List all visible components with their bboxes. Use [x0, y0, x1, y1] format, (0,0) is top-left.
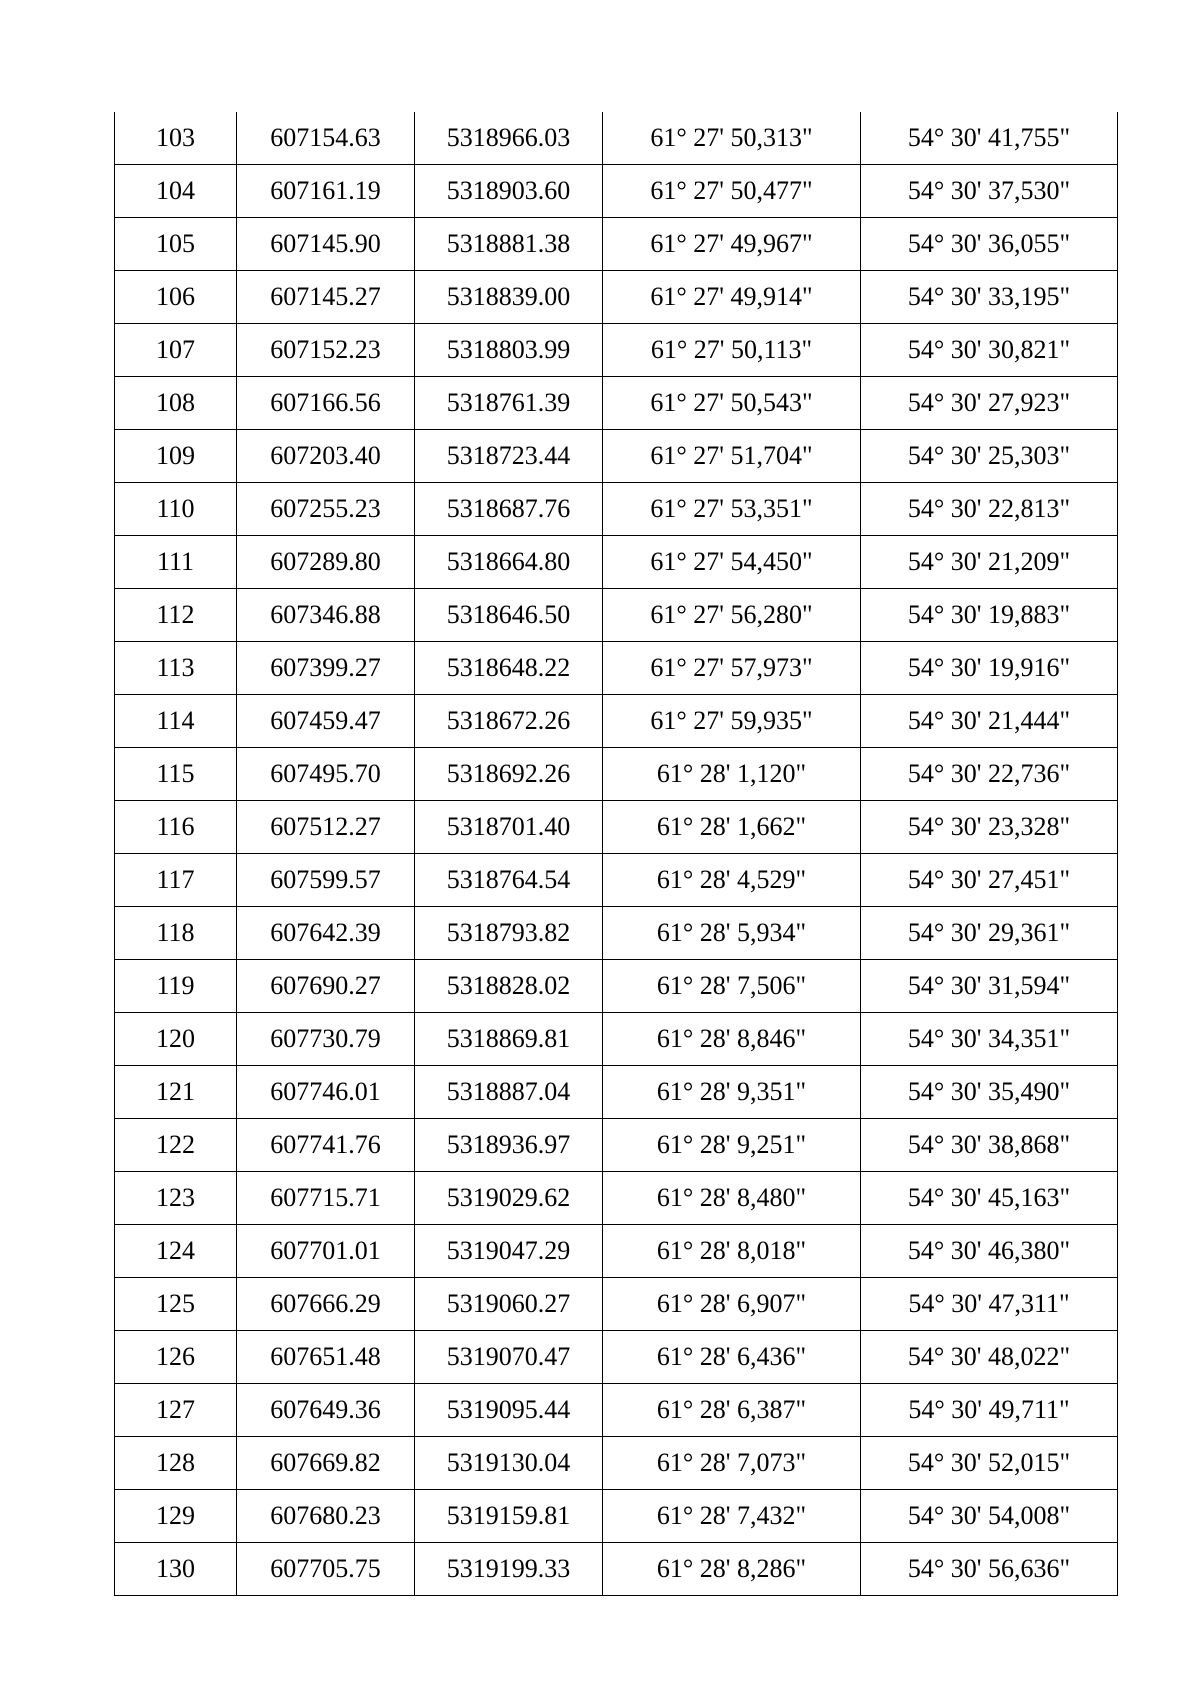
x-coordinate-cell: 607651.48: [237, 1331, 415, 1384]
table-row: [115, 695, 1118, 748]
x-coordinate-cell: 607346.88: [237, 589, 415, 642]
x-coordinate-cell: 607512.27: [237, 801, 415, 854]
x-coordinate-cell: 607495.70: [237, 748, 415, 801]
longitude-cell: 61° 27' 50,543": [603, 377, 861, 430]
y-coordinate-cell: 5318648.22: [415, 642, 603, 695]
y-coordinate-cell: 5318839.00: [415, 271, 603, 324]
x-coordinate-cell: 607154.63: [237, 112, 415, 165]
y-coordinate-cell: 5319159.81: [415, 1490, 603, 1543]
latitude-cell: 54° 30' 27,923": [861, 377, 1118, 430]
latitude-cell: 54° 30' 21,209": [861, 536, 1118, 589]
latitude-cell: 54° 30' 38,868": [861, 1119, 1118, 1172]
y-coordinate-cell: 5318701.40: [415, 801, 603, 854]
point-number-cell: 130: [115, 1543, 237, 1596]
latitude-cell: 54° 30' 22,813": [861, 483, 1118, 536]
table-row: [115, 1437, 1118, 1490]
x-coordinate-cell: 607166.56: [237, 377, 415, 430]
longitude-cell: 61° 28' 8,286": [603, 1543, 861, 1596]
x-coordinate-cell: 607203.40: [237, 430, 415, 483]
point-number-cell: 110: [115, 483, 237, 536]
table-row: [115, 1543, 1118, 1596]
point-number-cell: 123: [115, 1172, 237, 1225]
latitude-cell: 54° 30' 45,163": [861, 1172, 1118, 1225]
point-number-cell: 112: [115, 589, 237, 642]
longitude-cell: 61° 28' 9,351": [603, 1066, 861, 1119]
point-number-cell: 114: [115, 695, 237, 748]
table-row: [115, 801, 1118, 854]
latitude-cell: 54° 30' 33,195": [861, 271, 1118, 324]
x-coordinate-cell: 607145.27: [237, 271, 415, 324]
point-number-cell: 104: [115, 165, 237, 218]
x-coordinate-cell: 607666.29: [237, 1278, 415, 1331]
y-coordinate-cell: 5318764.54: [415, 854, 603, 907]
y-coordinate-cell: 5318646.50: [415, 589, 603, 642]
point-number-cell: 107: [115, 324, 237, 377]
y-coordinate-cell: 5318936.97: [415, 1119, 603, 1172]
longitude-cell: 61° 28' 1,120": [603, 748, 861, 801]
y-coordinate-cell: 5318881.38: [415, 218, 603, 271]
table-row: [115, 642, 1118, 695]
longitude-cell: 61° 28' 6,907": [603, 1278, 861, 1331]
longitude-cell: 61° 27' 54,450": [603, 536, 861, 589]
point-number-cell: 116: [115, 801, 237, 854]
point-number-cell: 115: [115, 748, 237, 801]
latitude-cell: 54° 30' 19,883": [861, 589, 1118, 642]
latitude-cell: 54° 30' 27,451": [861, 854, 1118, 907]
latitude-cell: 54° 30' 41,755": [861, 112, 1118, 165]
point-number-cell: 125: [115, 1278, 237, 1331]
longitude-cell: 61° 27' 50,313": [603, 112, 861, 165]
latitude-cell: 54° 30' 49,711": [861, 1384, 1118, 1437]
y-coordinate-cell: 5319029.62: [415, 1172, 603, 1225]
y-coordinate-cell: 5318664.80: [415, 536, 603, 589]
latitude-cell: 54° 30' 36,055": [861, 218, 1118, 271]
table-row: [115, 1278, 1118, 1331]
y-coordinate-cell: 5318869.81: [415, 1013, 603, 1066]
x-coordinate-cell: 607690.27: [237, 960, 415, 1013]
table-row: [115, 1225, 1118, 1278]
longitude-cell: 61° 28' 7,506": [603, 960, 861, 1013]
latitude-cell: 54° 30' 48,022": [861, 1331, 1118, 1384]
y-coordinate-cell: 5319199.33: [415, 1543, 603, 1596]
point-number-cell: 129: [115, 1490, 237, 1543]
longitude-cell: 61° 27' 51,704": [603, 430, 861, 483]
longitude-cell: 61° 28' 8,480": [603, 1172, 861, 1225]
latitude-cell: 54° 30' 19,916": [861, 642, 1118, 695]
y-coordinate-cell: 5318687.76: [415, 483, 603, 536]
point-number-cell: 108: [115, 377, 237, 430]
table-row: [115, 1384, 1118, 1437]
point-number-cell: 121: [115, 1066, 237, 1119]
longitude-cell: 61° 27' 56,280": [603, 589, 861, 642]
x-coordinate-cell: 607741.76: [237, 1119, 415, 1172]
point-number-cell: 113: [115, 642, 237, 695]
latitude-cell: 54° 30' 31,594": [861, 960, 1118, 1013]
x-coordinate-cell: 607399.27: [237, 642, 415, 695]
point-number-cell: 111: [115, 536, 237, 589]
y-coordinate-cell: 5318692.26: [415, 748, 603, 801]
table-row: [115, 960, 1118, 1013]
table-row: [115, 112, 1118, 165]
y-coordinate-cell: 5319095.44: [415, 1384, 603, 1437]
latitude-cell: 54° 30' 54,008": [861, 1490, 1118, 1543]
longitude-cell: 61° 27' 50,477": [603, 165, 861, 218]
longitude-cell: 61° 27' 49,967": [603, 218, 861, 271]
table-row: [115, 1331, 1118, 1384]
latitude-cell: 54° 30' 25,303": [861, 430, 1118, 483]
point-number-cell: 126: [115, 1331, 237, 1384]
y-coordinate-cell: 5319060.27: [415, 1278, 603, 1331]
point-number-cell: 128: [115, 1437, 237, 1490]
latitude-cell: 54° 30' 29,361": [861, 907, 1118, 960]
table-row: [115, 1066, 1118, 1119]
coordinates-table-body: [115, 112, 1118, 1596]
x-coordinate-cell: 607701.01: [237, 1225, 415, 1278]
y-coordinate-cell: 5318672.26: [415, 695, 603, 748]
longitude-cell: 61° 27' 49,914": [603, 271, 861, 324]
x-coordinate-cell: 607730.79: [237, 1013, 415, 1066]
table-row: [115, 589, 1118, 642]
x-coordinate-cell: 607152.23: [237, 324, 415, 377]
point-number-cell: 105: [115, 218, 237, 271]
longitude-cell: 61° 27' 50,113": [603, 324, 861, 377]
point-number-cell: 122: [115, 1119, 237, 1172]
point-number-cell: 117: [115, 854, 237, 907]
x-coordinate-cell: 607289.80: [237, 536, 415, 589]
x-coordinate-cell: 607705.75: [237, 1543, 415, 1596]
longitude-cell: 61° 28' 1,662": [603, 801, 861, 854]
table-row: [115, 430, 1118, 483]
table-row: [115, 165, 1118, 218]
table-row: [115, 907, 1118, 960]
table-row: [115, 1490, 1118, 1543]
x-coordinate-cell: 607459.47: [237, 695, 415, 748]
latitude-cell: 54° 30' 52,015": [861, 1437, 1118, 1490]
y-coordinate-cell: 5318887.04: [415, 1066, 603, 1119]
x-coordinate-cell: 607161.19: [237, 165, 415, 218]
table-row: [115, 536, 1118, 589]
longitude-cell: 61° 28' 8,846": [603, 1013, 861, 1066]
latitude-cell: 54° 30' 56,636": [861, 1543, 1118, 1596]
longitude-cell: 61° 27' 57,973": [603, 642, 861, 695]
y-coordinate-cell: 5318903.60: [415, 165, 603, 218]
point-number-cell: 127: [115, 1384, 237, 1437]
latitude-cell: 54° 30' 30,821": [861, 324, 1118, 377]
y-coordinate-cell: 5319130.04: [415, 1437, 603, 1490]
latitude-cell: 54° 30' 35,490": [861, 1066, 1118, 1119]
latitude-cell: 54° 30' 21,444": [861, 695, 1118, 748]
x-coordinate-cell: 607649.36: [237, 1384, 415, 1437]
longitude-cell: 61° 28' 7,073": [603, 1437, 861, 1490]
point-number-cell: 124: [115, 1225, 237, 1278]
y-coordinate-cell: 5318793.82: [415, 907, 603, 960]
x-coordinate-cell: 607599.57: [237, 854, 415, 907]
y-coordinate-cell: 5319070.47: [415, 1331, 603, 1384]
y-coordinate-cell: 5319047.29: [415, 1225, 603, 1278]
table-row: [115, 1119, 1118, 1172]
point-number-cell: 118: [115, 907, 237, 960]
latitude-cell: 54° 30' 23,328": [861, 801, 1118, 854]
longitude-cell: 61° 28' 6,436": [603, 1331, 861, 1384]
table-row: [115, 324, 1118, 377]
x-coordinate-cell: 607680.23: [237, 1490, 415, 1543]
latitude-cell: 54° 30' 46,380": [861, 1225, 1118, 1278]
y-coordinate-cell: 5318966.03: [415, 112, 603, 165]
longitude-cell: 61° 27' 59,935": [603, 695, 861, 748]
y-coordinate-cell: 5318828.02: [415, 960, 603, 1013]
longitude-cell: 61° 27' 53,351": [603, 483, 861, 536]
longitude-cell: 61° 28' 7,432": [603, 1490, 861, 1543]
latitude-cell: 54° 30' 22,736": [861, 748, 1118, 801]
coordinates-table: [114, 112, 1118, 1596]
longitude-cell: 61° 28' 8,018": [603, 1225, 861, 1278]
point-number-cell: 106: [115, 271, 237, 324]
longitude-cell: 61° 28' 5,934": [603, 907, 861, 960]
x-coordinate-cell: 607642.39: [237, 907, 415, 960]
x-coordinate-cell: 607255.23: [237, 483, 415, 536]
longitude-cell: 61° 28' 9,251": [603, 1119, 861, 1172]
point-number-cell: 120: [115, 1013, 237, 1066]
x-coordinate-cell: 607669.82: [237, 1437, 415, 1490]
x-coordinate-cell: 607746.01: [237, 1066, 415, 1119]
y-coordinate-cell: 5318723.44: [415, 430, 603, 483]
longitude-cell: 61° 28' 4,529": [603, 854, 861, 907]
point-number-cell: 119: [115, 960, 237, 1013]
x-coordinate-cell: 607145.90: [237, 218, 415, 271]
table-row: [115, 483, 1118, 536]
table-row: [115, 854, 1118, 907]
latitude-cell: 54° 30' 34,351": [861, 1013, 1118, 1066]
point-number-cell: 109: [115, 430, 237, 483]
table-row: [115, 1172, 1118, 1225]
point-number-cell: 103: [115, 112, 237, 165]
x-coordinate-cell: 607715.71: [237, 1172, 415, 1225]
table-row: [115, 748, 1118, 801]
latitude-cell: 54° 30' 47,311": [861, 1278, 1118, 1331]
table-row: [115, 218, 1118, 271]
y-coordinate-cell: 5318803.99: [415, 324, 603, 377]
table-row: [115, 377, 1118, 430]
latitude-cell: 54° 30' 37,530": [861, 165, 1118, 218]
table-row: [115, 1013, 1118, 1066]
y-coordinate-cell: 5318761.39: [415, 377, 603, 430]
longitude-cell: 61° 28' 6,387": [603, 1384, 861, 1437]
table-row: [115, 271, 1118, 324]
